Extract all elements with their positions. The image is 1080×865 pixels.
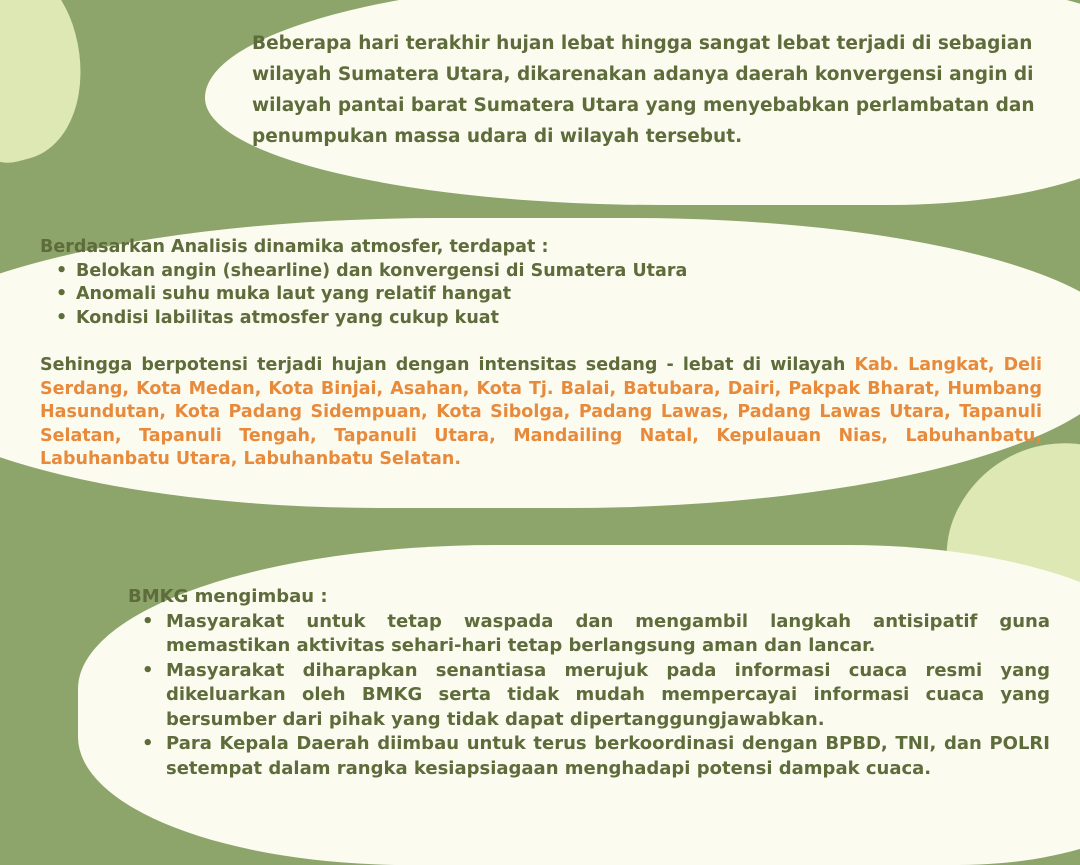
analysis-section xyxy=(40,236,1042,472)
intro-section xyxy=(252,28,1052,152)
appeal-item: • Masyarakat diharapkan senantiasa merujuk pada informasi cuaca resmi yang dikeluarkan oleh BMKG serta tidak mudah mempercayai informasi cuaca yang bersumber dari pihak yang tidak dapat dipertanggungjawabkan. xyxy=(128,659,1050,733)
intro-text: Beberapa hari terakhir hujan lebat hingga sangat lebat terjadi di sebagian wilayah Sumatera Utara, dikarenakan adanya daerah konvergensi angin di wilayah pantai barat Sumatera Utara yang menyebabkan perlambatan dan penumpukan massa udara di wilayah tersebut. xyxy=(252,33,1035,147)
appeal-item: • Masyarakat untuk tetap waspada dan mengambil langkah antisipatif guna memastikan aktivitas sehari-hari tetap berlangsung aman dan lancar. xyxy=(128,610,1050,659)
appeal-item: • Para Kepala Daerah diimbau untuk terus berkoordinasi dengan BPBD, TNI, dan POLRI setempat dalam rangka kesiapsiagaan menghadapi potensi dampak cuaca. xyxy=(128,732,1050,781)
affected-regions: Kab. Langkat, Deli Serdang, Kota Medan, Kota Binjai, Asahan, Kota Tj. Balai, Batubara, Dairi, Pakpak Bharat, Humbang Hasundutan, Kota Padang Sidempuan, Kota Sibolga, Padang Lawas, Padang Lawas Utara, Tapanuli Selatan, Tapanuli Tengah, Tapanuli Utara, Mandailing Natal, Kepulauan Nias, Labuhanbatu, Labuhanbatu Utara, Labuhanbatu Selatan. xyxy=(40,355,1043,469)
analysis-conclusion xyxy=(40,354,1042,472)
appeal-list xyxy=(128,610,1050,782)
appeal-section xyxy=(128,585,1050,781)
analysis-list xyxy=(40,260,1042,331)
appeal-heading: BMKG mengimbau : xyxy=(128,586,328,607)
decorative-leaf-left xyxy=(0,0,103,175)
analysis-item: • Anomali suhu muka laut yang relatif hangat xyxy=(40,283,1042,307)
analysis-item: • Belokan angin (shearline) dan konvergensi di Sumatera Utara xyxy=(40,260,1042,284)
analysis-item: • Kondisi labilitas atmosfer yang cukup kuat xyxy=(40,307,1042,331)
conclusion-prefix: Sehingga berpotensi terjadi hujan dengan intensitas sedang - lebat di wilayah xyxy=(40,355,855,375)
analysis-heading: Berdasarkan Analisis dinamika atmosfer, terdapat : xyxy=(40,237,549,257)
